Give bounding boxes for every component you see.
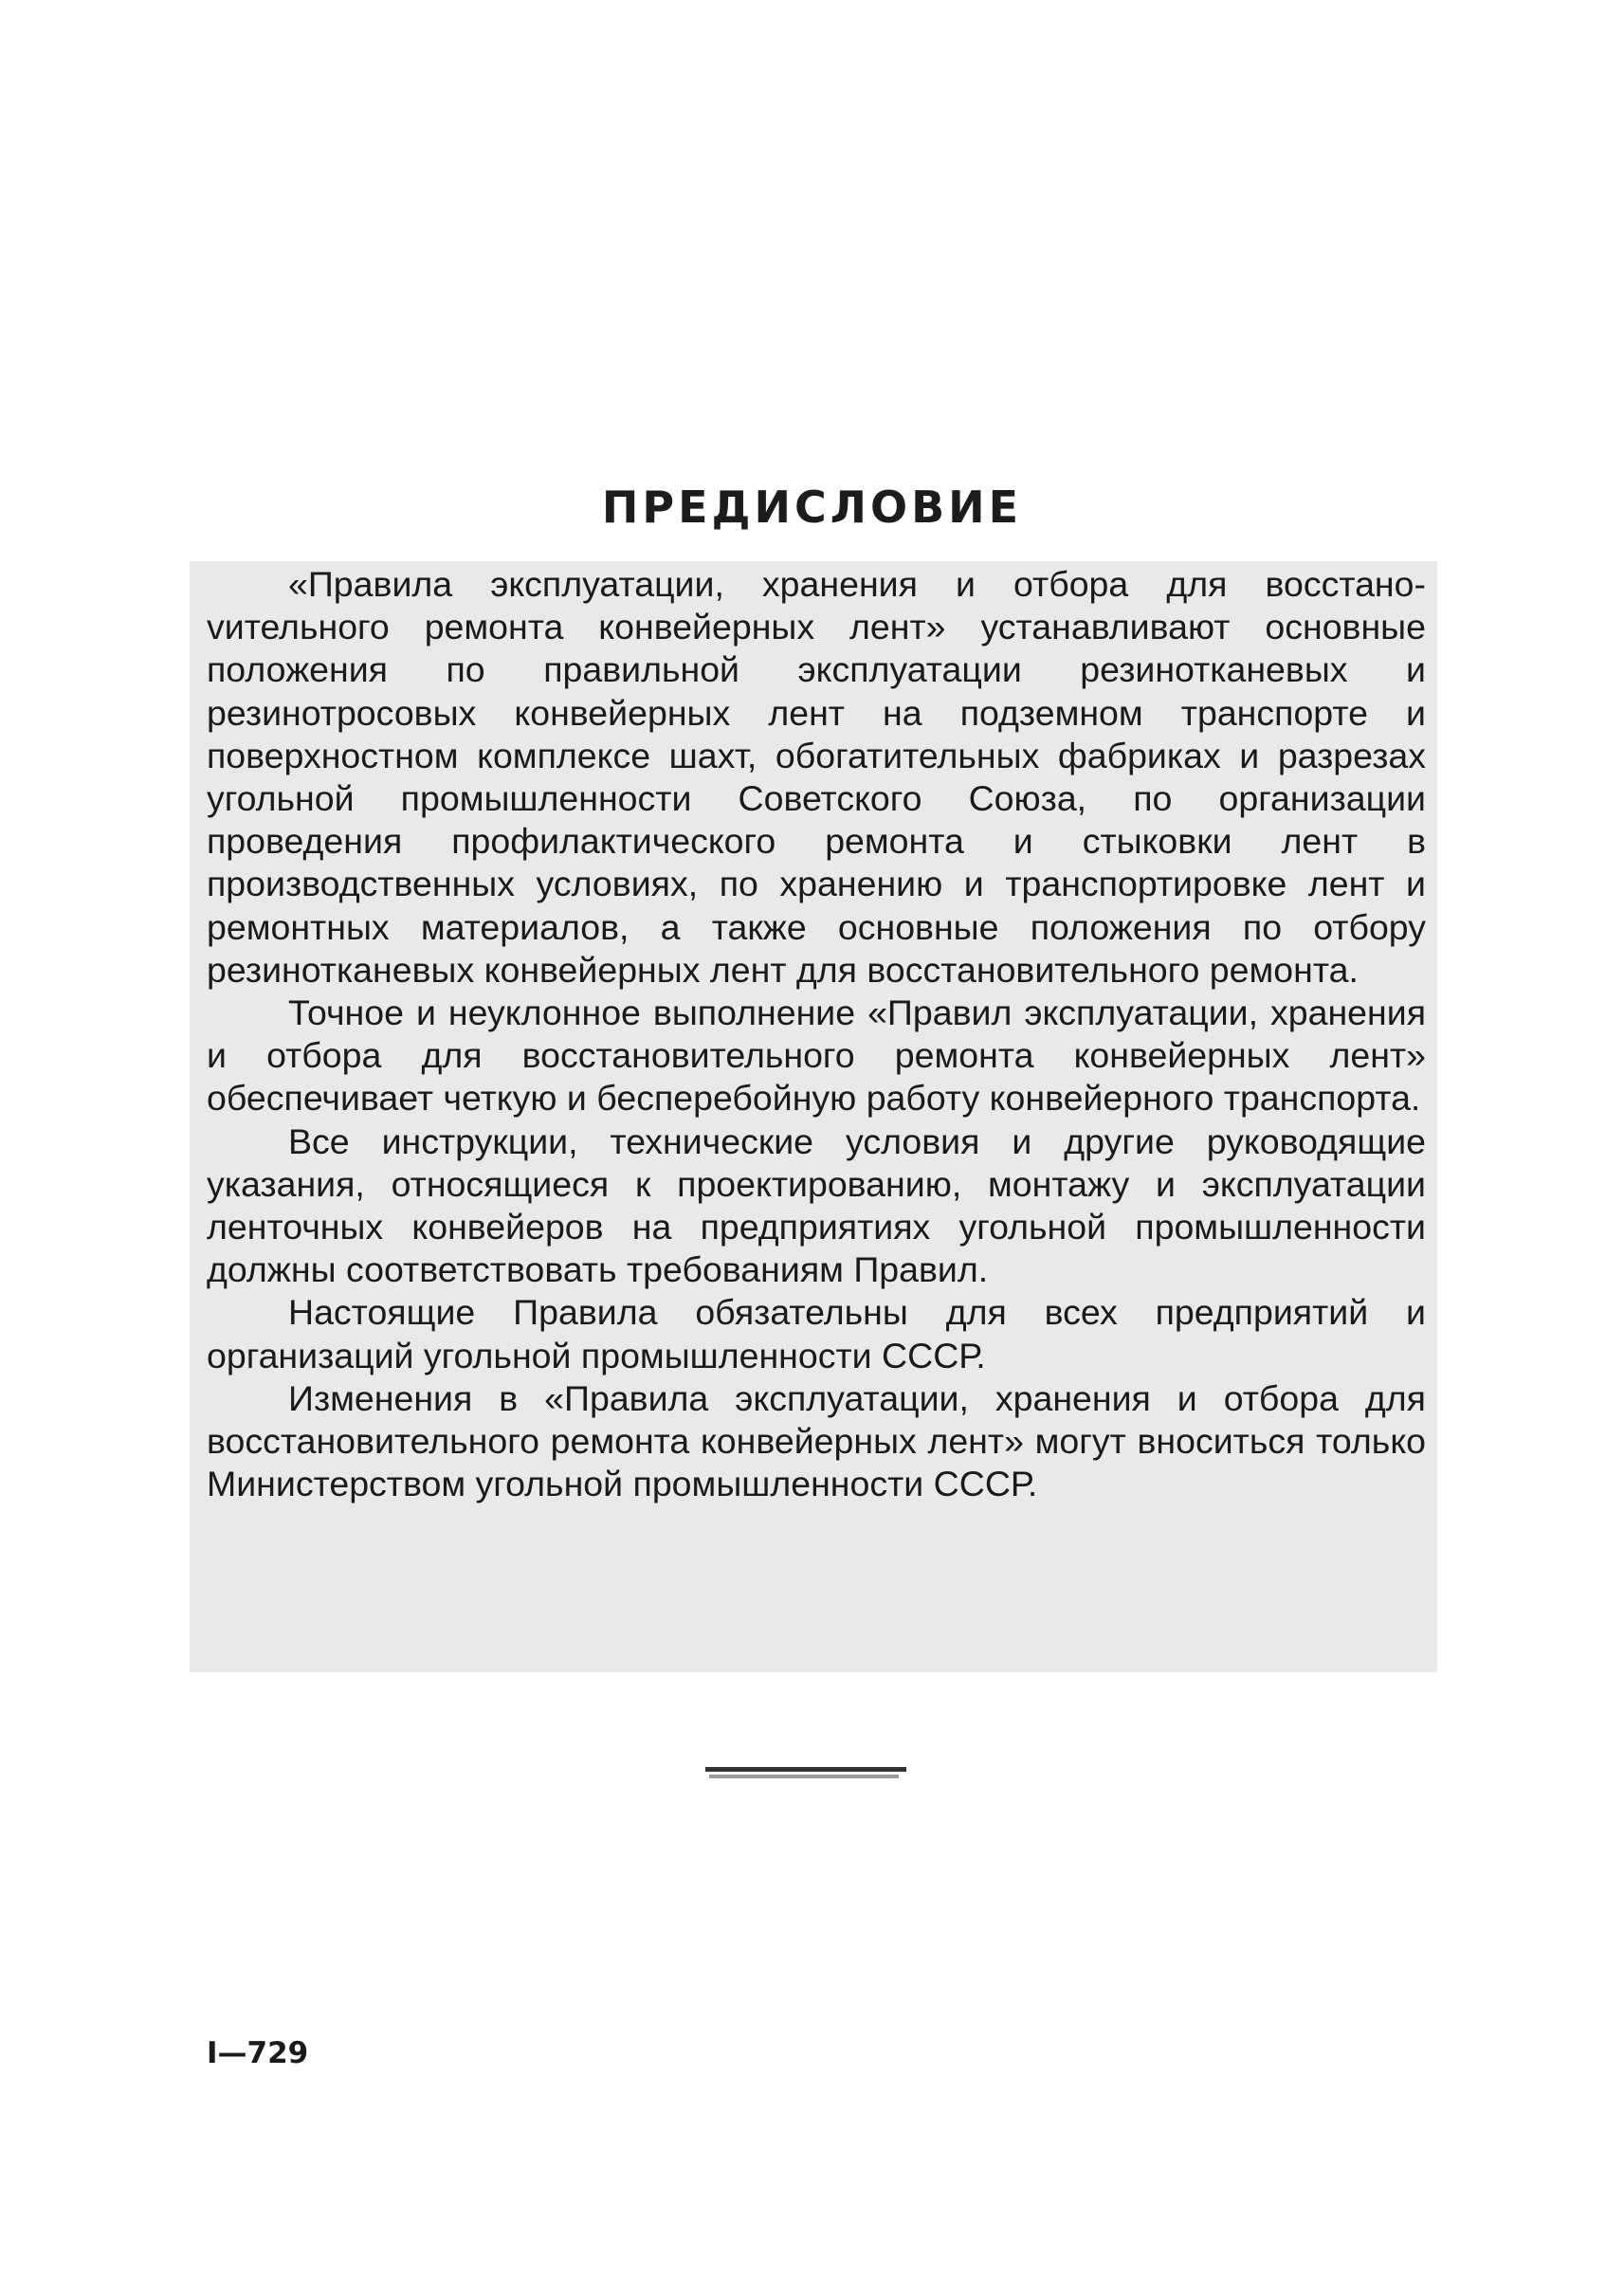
paragraph-3: Все инструкции, технические условия и другие руководящие указания, относящиеся к проектированию, монтажу и эксплуатации ленточных конвейеров на предприятиях угольной промышленности должны соответствовать требованиям Правил.	[207, 1120, 1426, 1290]
paragraph-4: Настоящие Правила обязательны для всех предприятий и организаций угольной промышленности СССР.	[207, 1292, 1426, 1375]
paragraph-1: «Правила эксплуатации, хранения и отбора для восстаноvительного ремонта конвейерных лент» устанавливают основные положения по правильной эксплуатации резинотканевых и резинотросовых конвейерных лент на подземном транспорте и поверхностном комплексе шахт, обогатительных фабриках и разрезах угольной промышленности Советского Союза, по организации проведения профилактического ремонта и стыковки лент в производственных условиях, по хранению и транспортировке лент и ремонтных материалов, а также основные положения по отбору резинотканевых конвейерных лент для восстановительного ремонта.	[207, 564, 1426, 990]
paragraph-2: Точное и неуклонное выполнение «Правил эксплуатации, хранения и отбора для восстановительного ремонта конвейерных лент» обеспечивает четкую и бесперебойную работу конвейерного транспорта.	[207, 993, 1426, 1119]
section-divider	[705, 1767, 906, 1772]
page-title: ПРЕДИСЛОВИЕ	[601, 482, 1023, 533]
preface-text-block	[190, 561, 1437, 1672]
page-number: I—729	[207, 2036, 309, 2070]
paragraph-5: Изменения в «Правила эксплуатации, хранения и отбора для восстановительного ремонта конвейерных лент» могут вноситься только Министерством угольной промышленности СССР.	[207, 1377, 1426, 1504]
section-divider-shadow	[709, 1775, 899, 1778]
